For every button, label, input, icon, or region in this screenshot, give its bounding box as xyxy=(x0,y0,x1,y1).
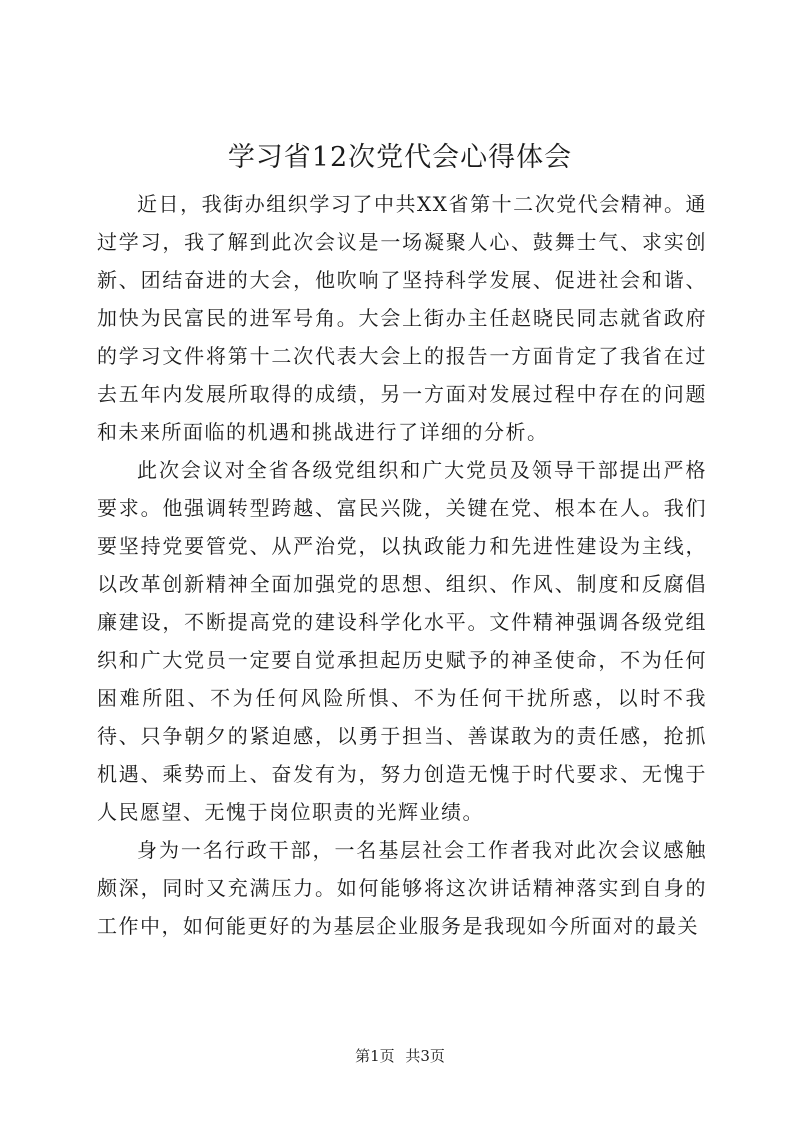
page-footer xyxy=(0,1045,800,1067)
page-title: 学习省12次党代会心得体会 xyxy=(227,142,573,173)
document-body xyxy=(97,185,707,945)
page-number: 第1页 xyxy=(355,1047,395,1065)
page-total: 共3页 xyxy=(405,1047,445,1065)
paragraph: 身为一名行政干部，一名基层社会工作者我对此次会议感触颇深，同时又充满压力。如何能够将这次讲话精神落实到自身的工作中，如何能更好的为基层企业服务是我现如今所面对的最关 xyxy=(97,838,707,938)
paragraph: 此次会议对全省各级党组织和广大党员及领导干部提出严格要求。他强调转型跨越、富民兴陇，关键在党、根本在人。我们要坚持党要管党、从严治党，以执政能力和先进性建设为主线，以改革创新精神全面加强党的思想、组织、作风、制度和反腐倡廉建设，不断提高党的建设科学化水平。文件精神强调各级党组织和广大党员一定要自觉承担起历史赋予的神圣使命，不为任何困难所阻、不为任何风险所惧、不为任何干扰所惑，以时不我待、只争朝夕的紧迫感，以勇于担当、善谋敢为的责任感，抢抓机遇、乘势而上、奋发有为，努力创造无愧于时代要求、无愧于人民愿望、无愧于岗位职责的光辉业绩。 xyxy=(97,458,707,824)
paragraph: 近日，我街办组织学习了中共XX省第十二次党代会精神。通过学习，我了解到此次会议是一场凝聚人心、鼓舞士气、求实创新、团结奋进的大会，他吹响了坚持科学发展、促进社会和谐、加快为民富民的进军号角。大会上街办主任赵晓民同志就省政府的学习文件将第十二次代表大会上的报告一方面肯定了我省在过去五年内发展所取得的成绩，另一方面对发展过程中存在的问题和未来所面临的机遇和挑战进行了详细的分析。 xyxy=(97,192,707,444)
